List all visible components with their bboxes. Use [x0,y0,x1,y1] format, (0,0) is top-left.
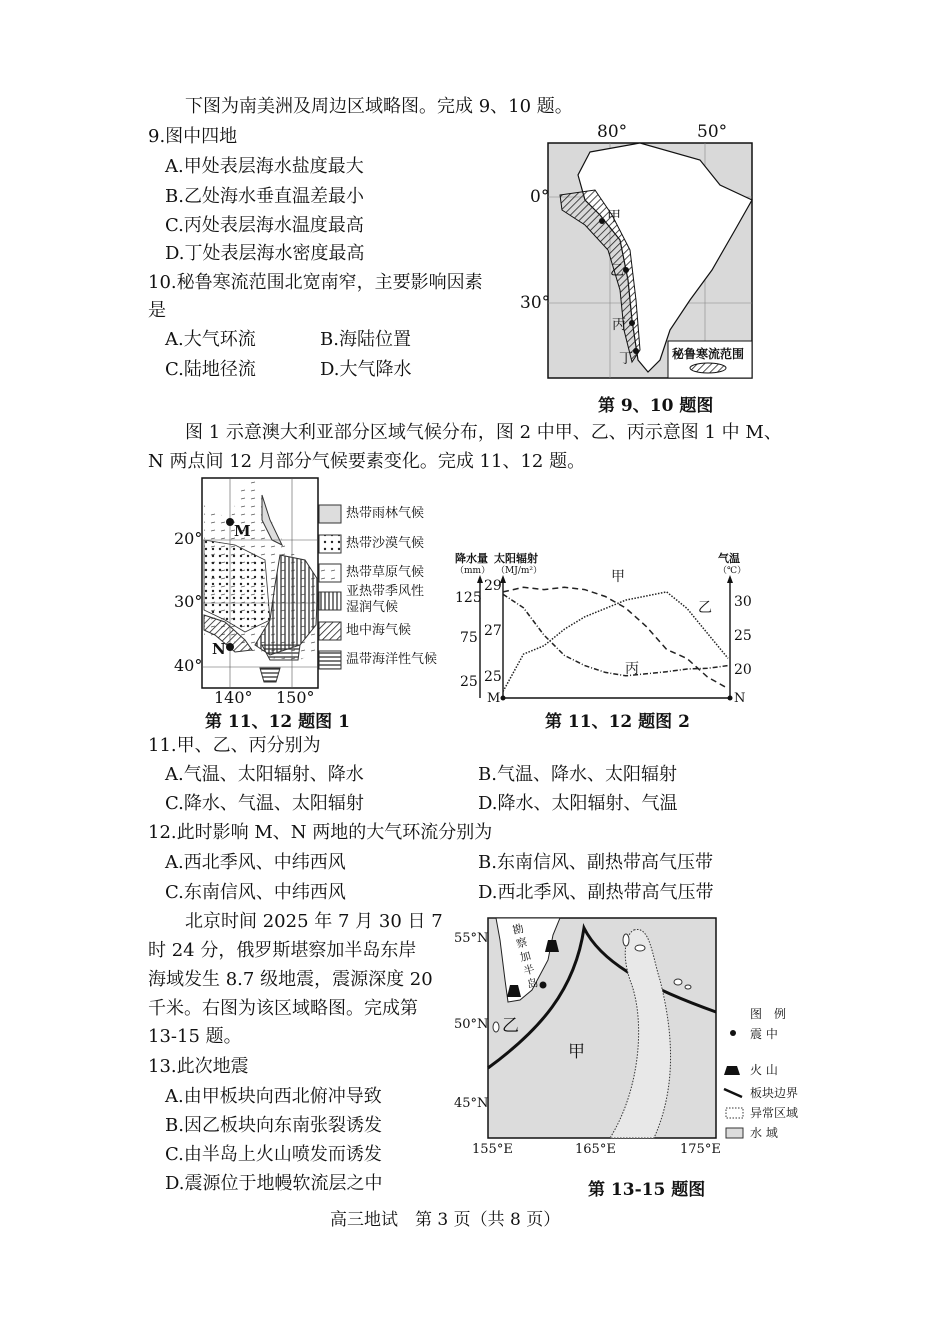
q11-option-a: A.气温、太阳辐射、降水 [165,764,364,785]
q9-option-d: D.丁处表层海水密度最高 [165,243,365,264]
q11-stem: 11.甲、乙、丙分别为 [148,735,321,756]
legend-anomaly-area: 异常区域 [750,1106,799,1120]
legend-epicenter: 震 中 [750,1027,778,1041]
legend-title: 图 例 [750,1007,787,1021]
peninsula-label: 勘察加半岛 [511,921,540,992]
lat-45n: 45°N [454,1096,489,1111]
q10-stem-cont: 是 [148,300,166,321]
aus-lat-20: 20° [174,529,203,548]
plate-yi: 乙 [502,1016,519,1036]
precip-tick-25: 25 [460,674,478,690]
q13-option-b: B.因乙板块向东南张裂诱发 [165,1115,382,1136]
lon-155e: 155°E [472,1142,513,1157]
point-m: M [234,522,251,540]
q12-stem: 12.此时影响 M、N 两地的大气环流分别为 [148,822,493,843]
temp-tick-20: 20 [734,662,752,678]
q10-stem: 10.秘鲁寒流范围北宽南窄，主要影响因素 [148,272,483,293]
q11-option-b: B.气温、降水、太阳辐射 [478,764,677,785]
intro-11-12-line1: 图 1 示意澳大利亚部分区域气候分布，图 2 中甲、乙、丙示意图 1 中 M、 [185,422,782,443]
point-yi: 乙 [610,263,624,279]
lat-0: 0° [530,187,550,207]
lon-165e: 165°E [575,1142,616,1157]
aus-lat-40: 40° [174,656,203,675]
intro-13-line4: 千米。右图为该区域略图。完成第 [148,998,418,1019]
aus-lon-150: 150° [276,688,315,707]
precip-tick-125: 125 [455,590,482,606]
plate-jia: 甲 [568,1042,585,1062]
q10-option-b: B.海陆位置 [320,329,411,350]
q10-option-d: D.大气降水 [320,359,412,380]
q13-option-d: D.震源位于地幔软流层之中 [165,1173,383,1194]
aus-lon-140: 140° [214,688,253,707]
intro-11-12-line2: N 两点间 12 月部分气候要素变化。完成 11、12 题。 [148,451,586,472]
page-footer: 高三地试 第 3 页（共 8 页） [330,1210,561,1230]
precip-tick-75: 75 [460,630,478,646]
legend-temperate-maritime: 温带海洋性气候 [346,652,438,667]
lon-50: 50° [697,122,728,142]
lat-55n: 55°N [454,931,489,946]
fig-9-10-caption: 第 9、10 题图 [598,396,714,416]
lat-50n: 50°N [454,1017,489,1032]
legend-tropical-rainforest: 热带雨林气候 [346,506,425,521]
temp-tick-25: 25 [734,628,752,644]
fig-11-12-2-caption: 第 11、12 题图 2 [545,712,690,732]
precip-unit: （mm） [455,566,491,576]
precip-label: 降水量 [455,552,488,565]
q9-stem: 9.图中四地 [148,126,238,147]
lon-175e: 175°E [680,1142,721,1157]
point-jia: 甲 [607,209,621,225]
series-label-bing: 丙 [625,661,639,677]
temp-tick-30: 30 [734,594,752,610]
intro-13-line5: 13-15 题。 [148,1026,242,1047]
fig-13-15-caption: 第 13-15 题图 [588,1180,706,1200]
legend-tropical-desert: 热带沙漠气候 [346,536,425,551]
fig-11-12-1-caption: 第 11、12 题图 1 [205,712,350,732]
temp-label: 气温 [718,552,740,565]
radiation-tick-29: 29 [484,578,502,594]
q12-option-c: C.东南信风、中纬西风 [165,882,346,903]
intro-13-line1: 北京时间 2025 年 7 月 30 日 7 [185,911,443,932]
lon-80: 80° [597,122,628,142]
intro-13-line2: 时 24 分，俄罗斯堪察加半岛东岸 [148,940,417,961]
x-label-m: M [487,691,501,706]
q12-option-d: D.西北季风、副热带高气压带 [478,882,714,903]
q9-option-b: B.乙处海水垂直温差最小 [165,186,364,207]
q10-option-a: A.大气环流 [165,329,256,350]
q9-option-a: A.甲处表层海水盐度最大 [165,156,364,177]
point-ding: 丁 [619,351,633,367]
x-label-n: N [734,691,746,706]
lat-30: 30° [520,293,551,313]
legend-peru-current: 秘鲁寒流范围 [672,347,745,361]
radiation-tick-27: 27 [484,623,502,639]
q12-option-b: B.东南信风、副热带高气压带 [478,852,713,873]
q11-option-c: C.降水、气温、太阳辐射 [165,793,364,814]
q13-option-a: A.由甲板块向西北俯冲导致 [165,1086,382,1107]
temp-unit: （℃） [718,566,747,576]
q12-option-a: A.西北季风、中纬西风 [165,852,346,873]
q11-option-d: D.降水、太阳辐射、气温 [478,793,678,814]
q10-option-c: C.陆地径流 [165,359,256,380]
q9-option-c: C.丙处表层海水温度最高 [165,215,364,236]
legend-volcano: 火 山 [750,1063,778,1077]
intro-13-line3: 海域发生 8.7 级地震，震源深度 20 [148,969,433,990]
series-label-yi: 乙 [698,600,712,616]
radiation-label: 太阳辐射 [494,552,538,565]
legend-plate-boundary: 板块边界 [750,1086,799,1100]
radiation-unit: （MJ/m²） [496,566,542,576]
q13-option-c: C.由半岛上火山喷发而诱发 [165,1144,382,1165]
legend-water: 水 域 [750,1126,778,1140]
legend-subtropical-monsoon-2: 湿润气候 [346,600,399,615]
aus-lat-30: 30° [174,592,203,611]
point-n: N [212,640,226,658]
intro-9-10: 下图为南美洲及周边区域略图。完成 9、10 题。 [185,96,573,117]
series-label-jia: 甲 [611,569,625,585]
point-bing: 丙 [612,317,626,333]
legend-tropical-savanna: 热带草原气候 [346,565,425,580]
legend-mediterranean: 地中海气候 [346,623,412,638]
legend-subtropical-monsoon: 亚热带季风性 [346,584,425,599]
radiation-tick-25: 25 [484,669,502,685]
q13-stem: 13.此次地震 [148,1056,249,1077]
